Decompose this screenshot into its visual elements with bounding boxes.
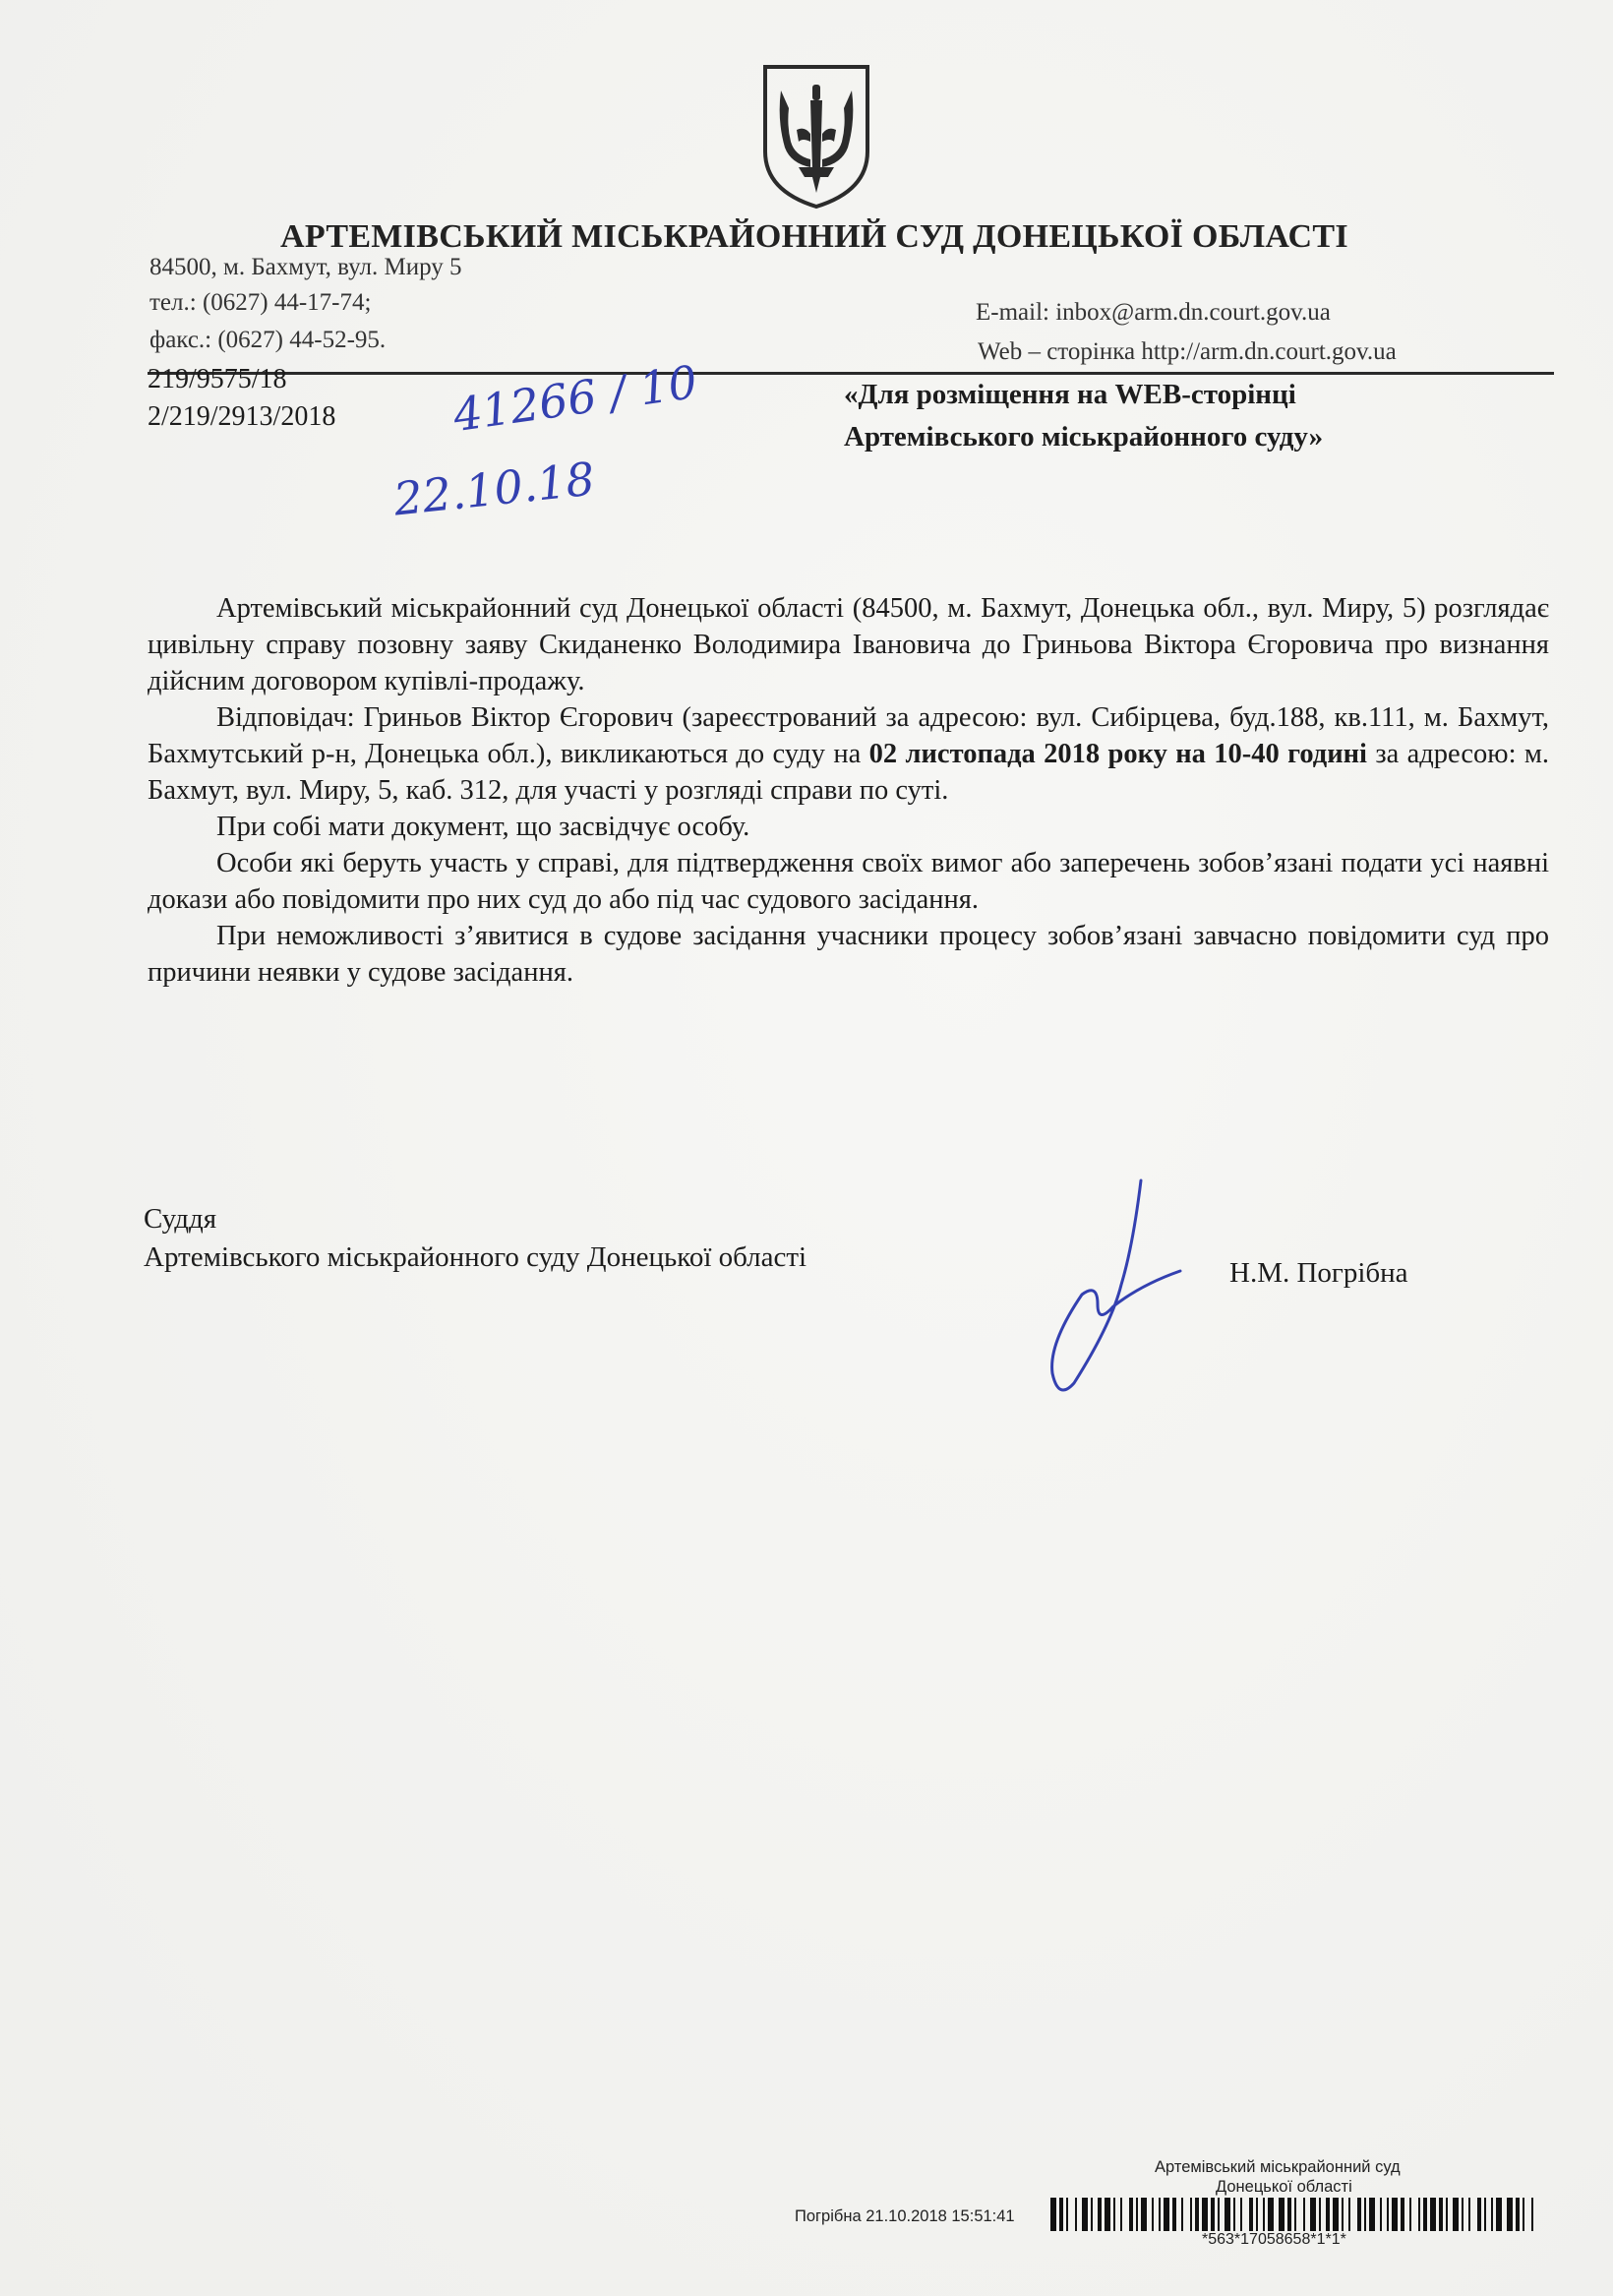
paragraph-evidence: Особи які беруть участь у справі, для підтвердження своїх вимог або заперечень зобов’язані подати усі наявні докази або повідомити про них суд до або під час судового засідання. <box>148 848 1549 915</box>
judge-signature-icon <box>1003 1177 1200 1403</box>
court-phone: тел.: (0627) 44-17-74; <box>149 289 372 316</box>
paragraph-case-description: Артемівський міськрайонний суд Донецької області (84500, м. Бахмут, Донецька обл., вул. Миру, 5) розглядає цивільну справу позовну заяву Скиданенко Володимира Івановича до Гриньова Віктора Єгоровича про визнання дійсним договором купівлі-продажу. <box>148 593 1549 696</box>
judge-role: Суддя <box>144 1203 217 1235</box>
judge-name: Н.М. Погрібна <box>1229 1257 1408 1289</box>
hearing-datetime: 02 листопада 2018 року на 10-40 годині <box>868 739 1367 769</box>
court-website: Web – сторінка http://arm.dn.court.gov.ua <box>978 338 1397 365</box>
web-note-line-2: Артемівського міськрайонного суду» <box>844 421 1324 453</box>
case-number: 219/9575/18 <box>148 364 287 394</box>
notice-body <box>148 590 1549 991</box>
proceeding-number: 2/219/2913/2018 <box>148 401 336 432</box>
footer-court-line-1: Артемівський міськрайонний суд <box>1155 2158 1401 2176</box>
paragraph-id-document: При собі мати документ, що засвідчує особу. <box>216 812 750 842</box>
web-note-line-1: «Для розміщення на WEB-сторінці <box>844 379 1296 410</box>
web-publication-note <box>844 374 1323 458</box>
handwritten-date: 22.10.18 <box>390 452 598 526</box>
footer-court-line-2: Донецької області <box>1216 2178 1352 2196</box>
paragraph-defendant-summons: Відповідач: Гриньов Віктор Єгорович (зареєстрований за адресою: вул. Сибірцева, буд.188, кв.111, м. Бахмут, Бахмутський р-н, Донецька обл.), викликаються до суду на 02 листопада 2018 року на 10-40 годині за адресою: м. Бахмут, вул. Миру, 5, каб. 312, для участі у розгляді справи по суті. <box>148 702 1550 806</box>
judge-title-block <box>144 1200 806 1277</box>
barcode-text: *563*17058658*1*1* <box>1202 2231 1346 2248</box>
paragraph-absence: При неможливості з’явитися в судове засідання учасники процесу зобов’язані завчасно повідомити суд про причини неявки у судове засідання. <box>148 921 1549 988</box>
judge-court: Артемівського міськрайонного суду Донецької області <box>144 1241 807 1273</box>
court-address: 84500, м. Бахмут, вул. Миру 5 <box>149 254 462 280</box>
coat-of-arms-icon <box>757 61 875 211</box>
court-email: E-mail: inbox@arm.dn.court.gov.ua <box>976 299 1331 326</box>
court-title: АРТЕМІВСЬКИЙ МІСЬКРАЙОННИЙ СУД ДОНЕЦЬКОЇ ОБЛАСТІ <box>280 218 1348 255</box>
footer-stamp: Погрібна 21.10.2018 15:51:41 <box>795 2207 1015 2225</box>
handwritten-registration-number: 41266 / 10 <box>449 354 701 443</box>
court-fax: факс.: (0627) 44-52-95. <box>149 327 387 353</box>
